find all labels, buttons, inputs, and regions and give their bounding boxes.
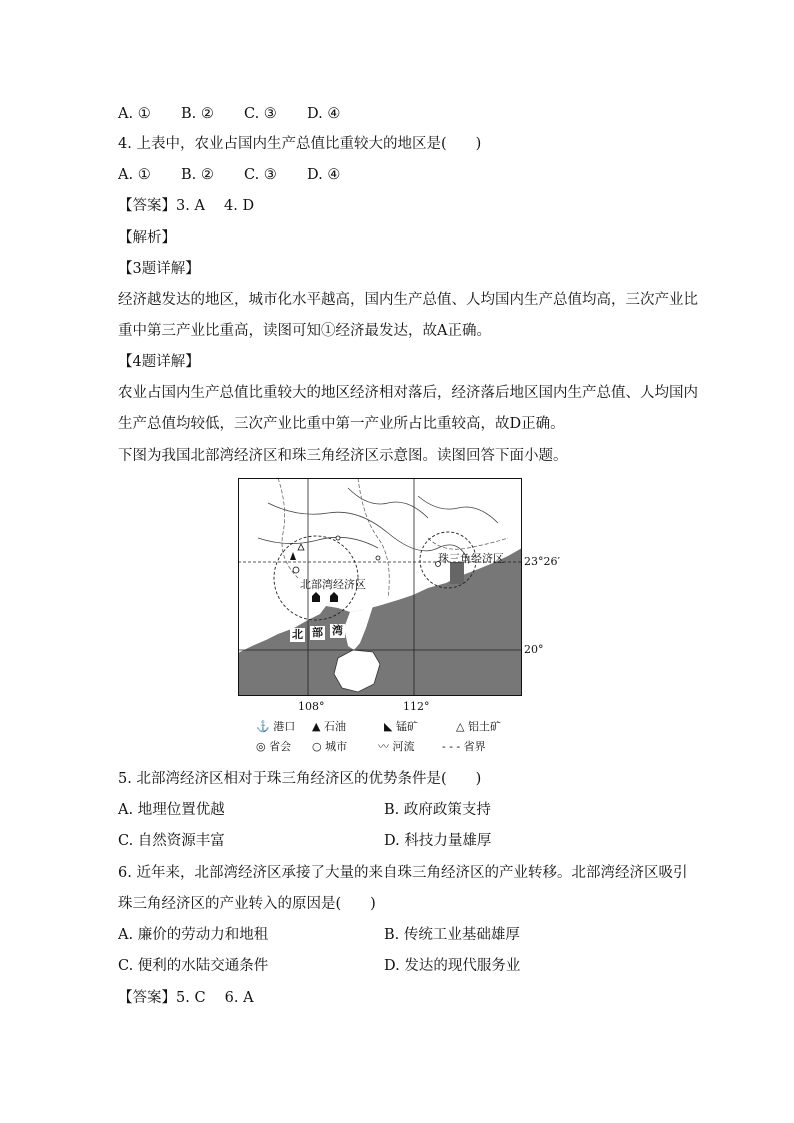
q5-option-c: C. 自然资源丰富 <box>118 833 225 849</box>
legend-bauxite: △ 铝土矿 <box>456 720 501 733</box>
legend-capital-label: 省会 <box>269 740 292 753</box>
legend-manganese: ◣ 锰矿 <box>384 720 418 733</box>
q3-option-d: D. ④ <box>307 106 341 122</box>
legend-oil: ▲ 石油 <box>312 720 346 733</box>
legend-river: 〰 河流 <box>378 740 415 753</box>
q5-option-b: B. 政府政策支持 <box>384 802 491 818</box>
q3-option-a: A. ① <box>118 106 151 122</box>
bay-char-3: 湾 <box>332 624 343 637</box>
legend-city: ○ 城市 <box>312 740 348 753</box>
sea-area <box>238 548 522 696</box>
q6-stem-line-2: 珠三角经济区的产业转入的原因是( ) <box>118 896 376 912</box>
bay-char-1: 北 <box>292 628 303 641</box>
bauxite-symbol <box>298 544 304 550</box>
legend-boundary: - - - 省界 <box>442 740 486 753</box>
detail3-line-2: 重中第三产业比重高，读图可知①经济最发达，故A正确。 <box>118 323 491 339</box>
map-graphic <box>238 478 538 698</box>
river-2 <box>258 537 378 548</box>
q5-option-a: A. 地理位置优越 <box>118 802 225 818</box>
capital-symbol <box>293 567 299 573</box>
legend-port: ⚓ 港口 <box>256 720 296 733</box>
q6-option-c: C. 便利的水陆交通条件 <box>118 958 269 974</box>
answer-1: 【答案】3. A 4. D <box>118 198 255 214</box>
lat-label-2: 20° <box>524 643 544 656</box>
boundary-3 <box>428 538 508 549</box>
lon-label-1: 108° <box>298 700 325 713</box>
river-4 <box>418 496 498 523</box>
detail3-label: 【3题详解】 <box>118 261 200 277</box>
city-symbol-2 <box>376 556 380 560</box>
legend-city-label: 城市 <box>325 740 348 753</box>
oil-symbol <box>290 552 296 560</box>
legend-oil-label: 石油 <box>323 720 346 733</box>
legend-port-label: 港口 <box>273 720 296 733</box>
q5-option-d: D. 科技力量雄厚 <box>384 833 492 849</box>
answer-2: 【答案】5. C 6. A <box>118 990 254 1006</box>
q4-option-d: D. ④ <box>307 167 341 183</box>
pearl-zone-label: 珠三角经济区 <box>438 552 504 565</box>
manganese-symbol <box>312 592 320 602</box>
economic-zone-map <box>238 478 560 798</box>
map-intro: 下图为我国北部湾经济区和珠三角经济区示意图。读图回答下面小题。 <box>118 448 568 464</box>
legend-boundary-label: 省界 <box>463 740 486 753</box>
bay-char-2: 部 <box>312 626 323 639</box>
q6-option-d: D. 发达的现代服务业 <box>384 958 521 974</box>
legend-bauxite-label: 铝土矿 <box>467 720 501 733</box>
city-symbol-3 <box>336 536 340 540</box>
detail4-line-2: 生产总值均较低，三次产业比重中第一产业所占比重较高，故D正确。 <box>118 416 565 432</box>
detail4-line-1: 农业占国内生产总值比重较大的地区经济相对落后，经济落后地区国内生产总值、人均国内 <box>118 385 698 401</box>
q4-stem: 4. 上表中，农业占国内生产总值比重较大的地区是( ) <box>118 136 482 152</box>
boundary-1 <box>278 478 298 578</box>
q4-option-a: A. ① <box>118 167 151 183</box>
manganese-symbol-2 <box>330 592 338 602</box>
q4-option-b: B. ② <box>181 167 214 183</box>
analysis-label: 【解析】 <box>118 230 176 246</box>
legend-river-label: 河流 <box>392 740 415 753</box>
q4-option-c: C. ③ <box>244 167 277 183</box>
legend-capital: ◎ 省会 <box>256 740 292 753</box>
lat-label-1: 23°26′ <box>524 555 560 568</box>
beibu-zone-label: 北部湾经济区 <box>300 578 366 591</box>
q6-stem-line-1: 6. 近年来，北部湾经济区承接了大量的来自珠三角经济区的产业转移。北部湾经济区吸引 <box>118 865 688 881</box>
q3-option-c: C. ③ <box>244 106 277 122</box>
q6-option-b: B. 传统工业基础雄厚 <box>384 927 520 943</box>
detail3-line-1: 经济越发达的地区，城市化水平越高，国内生产总值、人均国内生产总值均高，三次产业比 <box>118 292 698 308</box>
q3-option-b: B. ② <box>181 106 214 122</box>
q5-stem: 5. 北部湾经济区相对于珠三角经济区的优势条件是( ) <box>118 771 482 787</box>
lon-label-2: 112° <box>403 700 430 713</box>
detail4-label: 【4题详解】 <box>118 354 200 370</box>
legend-manganese-label: 锰矿 <box>395 720 418 733</box>
q6-option-a: A. 廉价的劳动力和地租 <box>118 927 269 943</box>
